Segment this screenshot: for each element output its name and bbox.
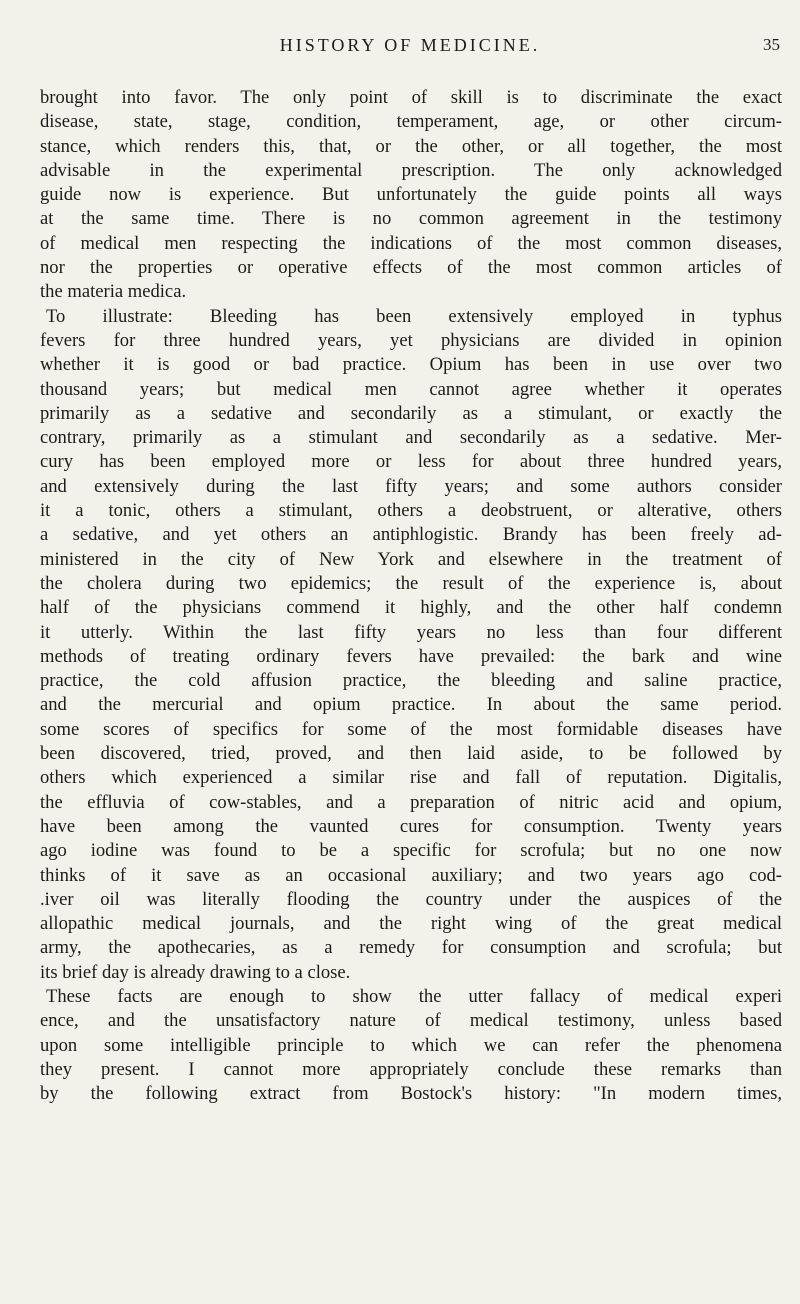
text-line: and the mercurial and opium practice. In about the same period. bbox=[40, 694, 782, 716]
text-line: .iver oil was literally flooding the country under the auspices of the bbox=[40, 888, 782, 910]
text-line: practice, the cold affusion practice, the bleeding and saline practice, bbox=[40, 670, 782, 692]
text-line: some scores of specifics for some of the most formidable diseases have bbox=[40, 718, 782, 740]
text-line: others which experienced a similar rise and fall of reputation. Digitalis, bbox=[40, 767, 782, 789]
text-line: advisable in the experimental prescription. The only acknowledged bbox=[40, 159, 782, 181]
text-line: the cholera during two epidemics; the result of the experience is, about bbox=[40, 572, 782, 594]
text-line: thinks of it save as an occasional auxiliary; and two years ago cod- bbox=[40, 864, 782, 886]
text-line: at the same time. There is no common agreement in the testimony bbox=[40, 208, 782, 230]
text-line: and extensively during the last fifty years; and some authors consider bbox=[40, 475, 782, 497]
text-line: army, the apothecaries, as a remedy for consumption and scrofula; but bbox=[40, 937, 782, 959]
text-line: upon some intelligible principle to which we can refer the phenomena bbox=[40, 1034, 782, 1056]
text-line: have been among the vaunted cures for consumption. Twenty years bbox=[40, 815, 782, 837]
text-line: it a tonic, others a stimulant, others a deobstruent, or alterative, others bbox=[40, 500, 782, 522]
text-line: the materia medica. bbox=[40, 281, 187, 303]
text-line: fevers for three hundred years, yet physicians are divided in opinion bbox=[40, 329, 782, 351]
text-line: nor the properties or operative effects of the most common articles of bbox=[40, 257, 782, 279]
text-line: a sedative, and yet others an antiphlogistic. Brandy has been freely ad- bbox=[40, 524, 782, 546]
text-line: disease, state, stage, condition, temperament, age, or other circum- bbox=[40, 111, 782, 133]
text-line: To illustrate: Bleeding has been extensively employed in typhus bbox=[46, 305, 782, 327]
text-line: ago iodine was found to be a specific for scrofula; but no one now bbox=[40, 840, 782, 862]
text-line: by the following extract from Bostock's history: "In modern times, bbox=[40, 1083, 782, 1105]
text-line: ministered in the city of New York and elsewhere in the treatment of bbox=[40, 548, 782, 570]
text-line: of medical men respecting the indications of the most common diseases, bbox=[40, 232, 782, 254]
text-line: primarily as a sedative and secondarily as a stimulant, or exactly the bbox=[40, 402, 782, 424]
text-line: methods of treating ordinary fevers have prevailed: the bark and wine bbox=[40, 645, 782, 667]
text-line: guide now is experience. But unfortunately the guide points all ways bbox=[40, 184, 782, 206]
page-title: HISTORY OF MEDICINE. bbox=[279, 35, 541, 55]
text-line: it utterly. Within the last fifty years no less than four different bbox=[40, 621, 782, 643]
text-line: cury has been employed more or less for about three hundred years, bbox=[40, 451, 782, 473]
text-line: half of the physicians commend it highly, and the other half condemn bbox=[40, 597, 782, 619]
text-line: contrary, primarily as a stimulant and secondarily as a sedative. Mer- bbox=[40, 427, 782, 449]
body-text bbox=[40, 86, 782, 1106]
text-line: stance, which renders this, that, or the other, or all together, the most bbox=[40, 135, 782, 157]
text-line: allopathic medical journals, and the right wing of the great medical bbox=[40, 913, 782, 935]
text-line: the effluvia of cow-stables, and a preparation of nitric acid and opium, bbox=[40, 791, 782, 813]
text-line: brought into favor. The only point of skill is to discriminate the exact bbox=[40, 87, 782, 108]
page-number: 35 bbox=[763, 35, 780, 54]
text-line: thousand years; but medical men cannot agree whether it operates bbox=[40, 378, 782, 400]
running-head bbox=[40, 34, 780, 56]
text-line: they present. I cannot more appropriately conclude these remarks than bbox=[40, 1058, 782, 1080]
text-line: These facts are enough to show the utter fallacy of medical experi bbox=[46, 985, 782, 1007]
text-line: whether it is good or bad practice. Opium has been in use over two bbox=[40, 354, 782, 376]
text-line: its brief day is already drawing to a close. bbox=[40, 961, 351, 983]
text-line: been discovered, tried, proved, and then laid aside, to be followed by bbox=[40, 743, 782, 765]
text-line: ence, and the unsatisfactory nature of medical testimony, unless based bbox=[40, 1010, 782, 1032]
